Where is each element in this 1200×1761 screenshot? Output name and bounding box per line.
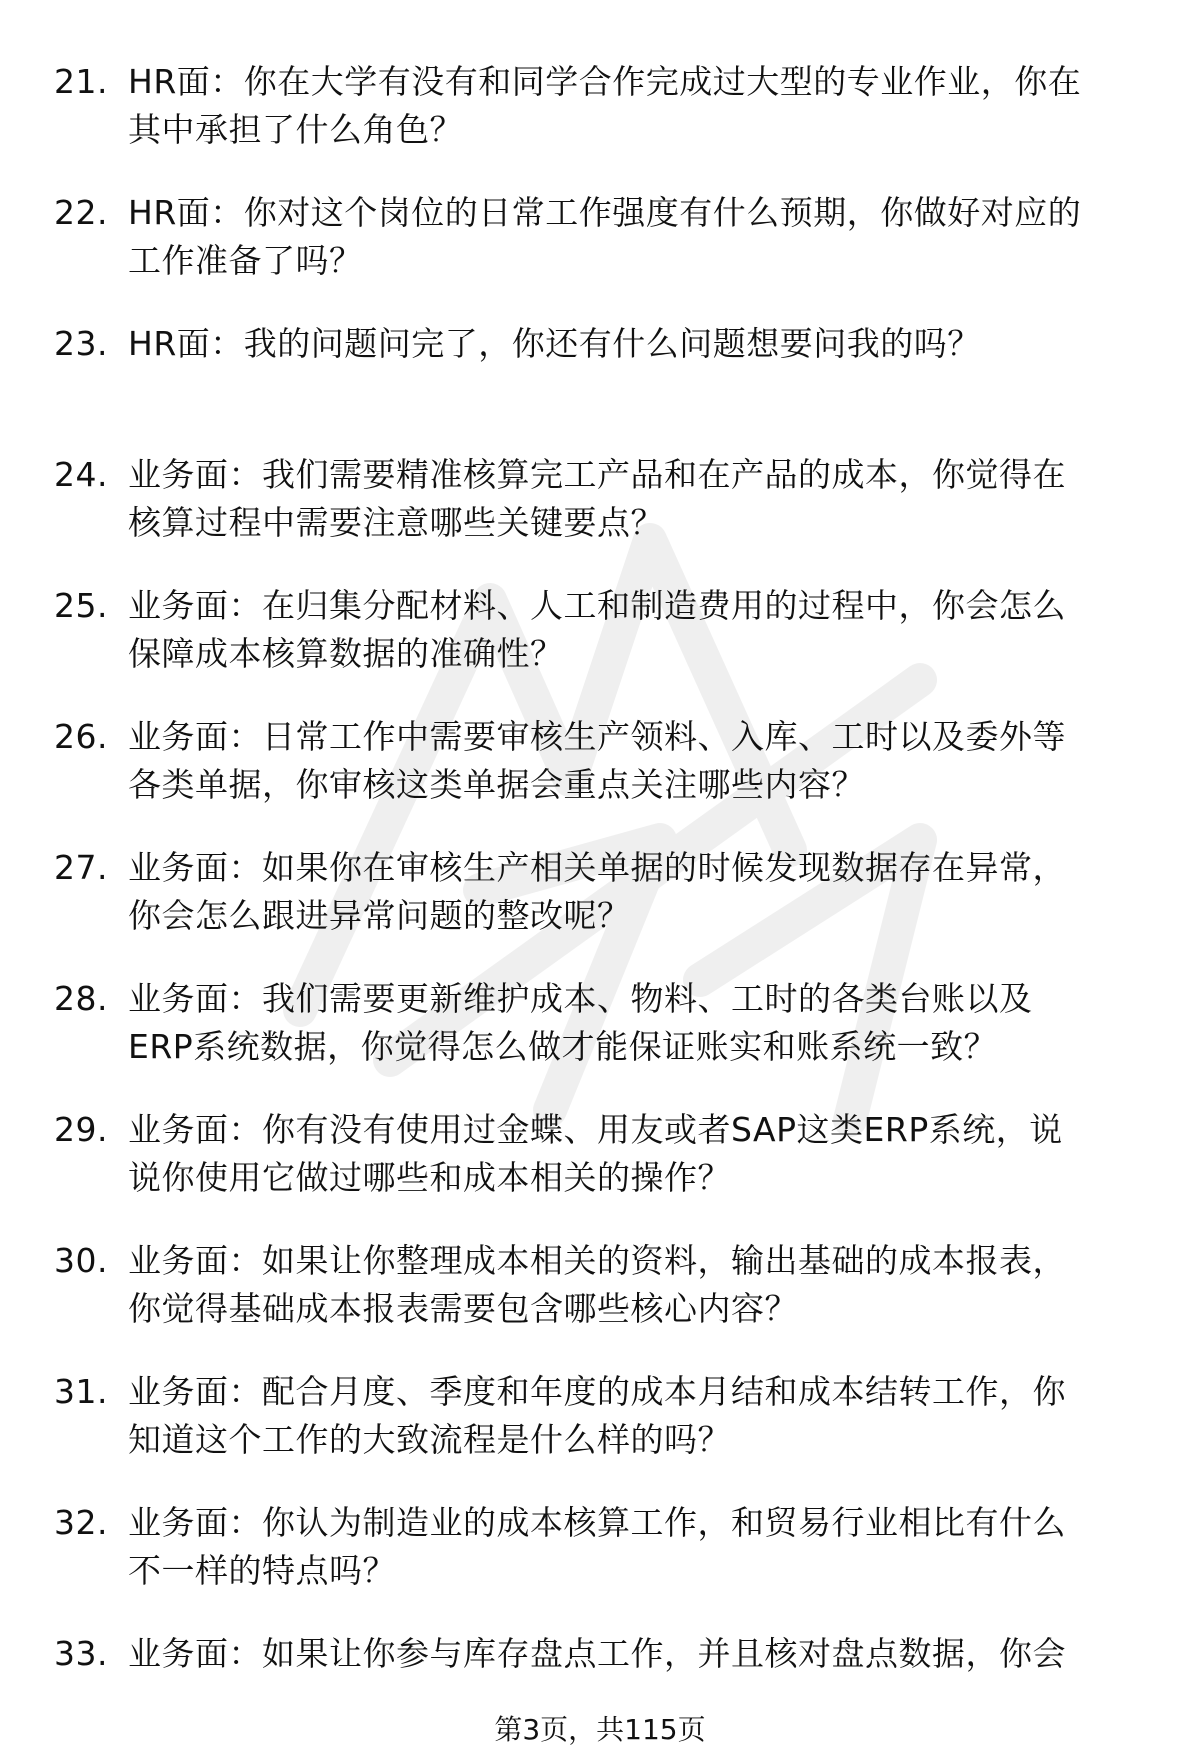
- question-text: HR面：我的问题问完了，你还有什么问题想要问我的吗？: [128, 324, 981, 363]
- question-number: 25.: [54, 586, 108, 625]
- question-item: [0, 320, 1200, 451]
- question-number: 32.: [54, 1503, 108, 1542]
- question-item: [0, 713, 1200, 844]
- question-text: 业务面：我们需要精准核算完工产品和在产品的成本，你觉得在 核算过程中需要注意哪些关键要点？: [128, 455, 1066, 542]
- question-text: 业务面：我们需要更新维护成本、物料、工时的各类台账以及 ERP系统数据，你觉得怎么做才能保证账实和账系统一致？: [128, 979, 1033, 1066]
- question-item: [0, 975, 1200, 1106]
- question-number: 21.: [54, 62, 108, 101]
- question-item: [0, 582, 1200, 713]
- question-text: 业务面：配合月度、季度和年度的成本月结和成本结转工作，你 知道这个工作的大致流程是什么样的吗？: [128, 1372, 1066, 1459]
- question-number: 26.: [54, 717, 108, 756]
- question-item: [0, 1106, 1200, 1237]
- question-number: 33.: [54, 1634, 108, 1673]
- question-item: [0, 844, 1200, 975]
- question-text: 业务面：日常工作中需要审核生产领料、入库、工时以及委外等 各类单据，你审核这类单据会重点关注哪些内容？: [128, 717, 1066, 804]
- question-item: [0, 1368, 1200, 1499]
- question-number: 31.: [54, 1372, 108, 1411]
- question-item: [0, 58, 1200, 189]
- question-item: [0, 451, 1200, 582]
- question-number: 29.: [54, 1110, 108, 1149]
- question-item: [0, 1499, 1200, 1630]
- question-text: 业务面：在归集分配材料、人工和制造费用的过程中，你会怎么 保障成本核算数据的准确性？: [128, 586, 1066, 673]
- question-text: 业务面：你有没有使用过金蝶、用友或者SAP这类ERP系统，说 说你使用它做过哪些和成本相关的操作？: [128, 1110, 1063, 1197]
- question-text: 业务面：如果让你整理成本相关的资料，输出基础的成本报表， 你觉得基础成本报表需要包含哪些核心内容？: [128, 1241, 1066, 1328]
- question-number: 30.: [54, 1241, 108, 1280]
- question-number: 23.: [54, 324, 108, 363]
- question-text: HR面：你在大学有没有和同学合作完成过大型的专业作业，你在 其中承担了什么角色？: [128, 62, 1082, 149]
- question-number: 24.: [54, 455, 108, 494]
- question-number: 22.: [54, 193, 108, 232]
- question-item: [0, 189, 1200, 320]
- question-text: 业务面：如果你在审核生产相关单据的时候发现数据存在异常， 你会怎么跟进异常问题的整改呢？: [128, 848, 1066, 935]
- question-list: [0, 58, 1200, 1761]
- question-number: 27.: [54, 848, 108, 887]
- question-text: 业务面：如果让你参与库存盘点工作，并且核对盘点数据，你会: [128, 1634, 1066, 1673]
- question-text: HR面：你对这个岗位的日常工作强度有什么预期，你做好对应的 工作准备了吗？: [128, 193, 1082, 280]
- question-text: 业务面：你认为制造业的成本核算工作，和贸易行业相比有什么 不一样的特点吗？: [128, 1503, 1066, 1590]
- question-number: 28.: [54, 979, 108, 1018]
- page-footer: 第3页，共115页: [494, 1713, 706, 1746]
- question-item: [0, 1237, 1200, 1368]
